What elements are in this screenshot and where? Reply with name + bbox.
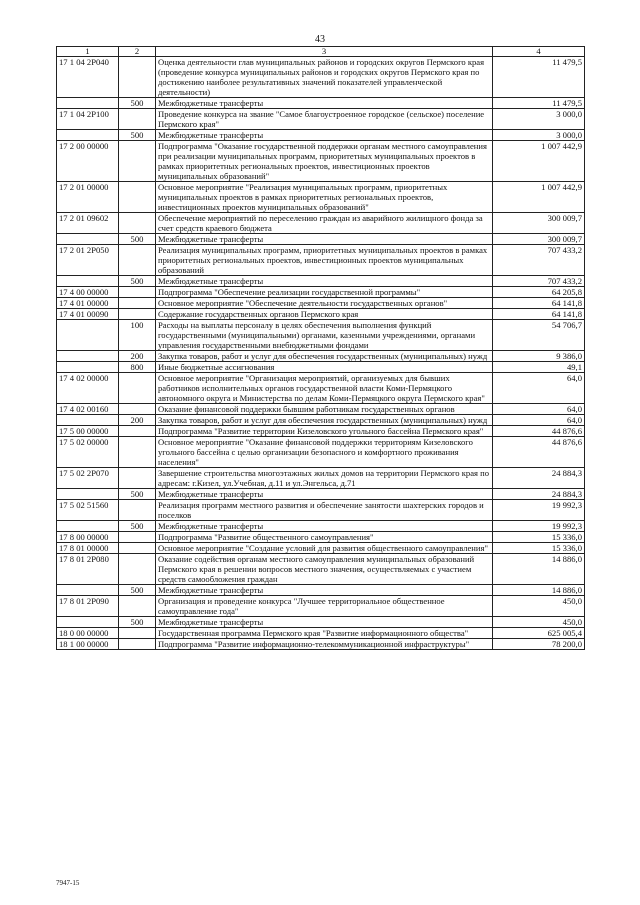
table-row [57, 628, 585, 639]
description-cell: Оказание финансовой поддержки бывшим работникам государственных органов [156, 404, 493, 415]
table-row [57, 287, 585, 298]
expense-type-cell: 800 [119, 362, 156, 373]
description-cell: Иные бюджетные ассигнования [156, 362, 493, 373]
amount-cell: 625 005,4 [493, 628, 585, 639]
amount-cell: 14 886,0 [493, 554, 585, 585]
table-row [57, 437, 585, 468]
description-cell: Подпрограмма "Развитие территории Кизеловского угольного бассейна Пермского края" [156, 426, 493, 437]
amount-cell: 64 141,8 [493, 309, 585, 320]
code-cell [57, 320, 119, 351]
amount-cell: 11 479,5 [493, 98, 585, 109]
page-number: 43 [315, 34, 325, 45]
table-header [57, 47, 585, 57]
expense-type-cell: 500 [119, 521, 156, 532]
expense-type-cell [119, 543, 156, 554]
code-cell: 17 2 01 09602 [57, 213, 119, 234]
amount-cell: 3 000,0 [493, 109, 585, 130]
code-cell [57, 617, 119, 628]
table-row [57, 109, 585, 130]
expense-type-cell [119, 404, 156, 415]
amount-cell: 49,1 [493, 362, 585, 373]
code-cell: 17 4 02 00160 [57, 404, 119, 415]
expense-type-cell [119, 628, 156, 639]
description-cell: Оказание содействия органам местного самоуправления муниципальных образований Пермского края в решении вопросов местного значения, осуществляемых с участием средств самообложения граждан [156, 554, 493, 585]
table-row [57, 309, 585, 320]
expense-type-cell [119, 532, 156, 543]
expense-type-cell [119, 468, 156, 489]
expense-type-cell [119, 437, 156, 468]
table-row [57, 213, 585, 234]
description-cell: Межбюджетные трансферты [156, 617, 493, 628]
code-cell: 17 1 04 2P040 [57, 57, 119, 98]
code-cell: 17 8 00 00000 [57, 532, 119, 543]
code-cell: 17 2 00 00000 [57, 141, 119, 182]
amount-cell: 64,0 [493, 373, 585, 404]
description-cell: Государственная программа Пермского края "Развитие информационного общества" [156, 628, 493, 639]
expense-type-cell: 200 [119, 415, 156, 426]
table-row [57, 521, 585, 532]
amount-cell: 78 200,0 [493, 639, 585, 650]
code-cell [57, 234, 119, 245]
description-cell: Межбюджетные трансферты [156, 585, 493, 596]
description-cell: Закупка товаров, работ и услуг для обеспечения государственных (муниципальных) нужд [156, 415, 493, 426]
amount-cell: 300 009,7 [493, 213, 585, 234]
description-cell: Межбюджетные трансферты [156, 489, 493, 500]
code-cell: 17 1 04 2P100 [57, 109, 119, 130]
expense-type-cell [119, 309, 156, 320]
table-row [57, 585, 585, 596]
expense-type-cell [119, 298, 156, 309]
description-cell: Подпрограмма "Развитие общественного самоуправления" [156, 532, 493, 543]
amount-cell: 707 433,2 [493, 276, 585, 287]
table-row [57, 141, 585, 182]
amount-cell: 450,0 [493, 617, 585, 628]
amount-cell: 1 007 442,9 [493, 182, 585, 213]
table-row [57, 298, 585, 309]
expense-type-cell: 500 [119, 234, 156, 245]
expense-type-cell [119, 245, 156, 276]
description-cell: Подпрограмма "Обеспечение реализации государственной программы" [156, 287, 493, 298]
description-cell: Межбюджетные трансферты [156, 98, 493, 109]
amount-cell: 19 992,3 [493, 500, 585, 521]
table-row [57, 320, 585, 351]
expense-type-cell [119, 596, 156, 617]
header-col-4: 4 [493, 47, 585, 57]
code-cell [57, 276, 119, 287]
expense-type-cell: 200 [119, 351, 156, 362]
table-row [57, 543, 585, 554]
code-cell [57, 415, 119, 426]
description-cell: Основное мероприятие "Оказание финансовой поддержки территориям Кизеловского угольного бассейна с целью организации безопасного и комфортного проживания населения" [156, 437, 493, 468]
expense-type-cell [119, 109, 156, 130]
description-cell: Реализация программ местного развития и обеспечение занятости шахтерских городов и поселков [156, 500, 493, 521]
description-cell: Закупка товаров, работ и услуг для обеспечения государственных (муниципальных) нужд [156, 351, 493, 362]
code-cell: 17 5 02 2P070 [57, 468, 119, 489]
table-row [57, 426, 585, 437]
code-cell: 17 4 02 00000 [57, 373, 119, 404]
amount-cell: 44 876,6 [493, 426, 585, 437]
table-row [57, 276, 585, 287]
amount-cell: 1 007 442,9 [493, 141, 585, 182]
description-cell: Межбюджетные трансферты [156, 234, 493, 245]
amount-cell: 44 876,6 [493, 437, 585, 468]
table-row [57, 362, 585, 373]
expense-type-cell: 500 [119, 617, 156, 628]
description-cell: Основное мероприятие "Реализация муниципальных программ, приоритетных муниципальных проектов в рамках приоритетных региональных проектов, инвестиционных проектов муниципальных образований" [156, 182, 493, 213]
amount-cell: 15 336,0 [493, 543, 585, 554]
expense-type-cell [119, 373, 156, 404]
expense-type-cell [119, 500, 156, 521]
code-cell: 17 5 02 00000 [57, 437, 119, 468]
code-cell: 18 0 00 00000 [57, 628, 119, 639]
expense-type-cell [119, 554, 156, 585]
amount-cell: 3 000,0 [493, 130, 585, 141]
table-row [57, 489, 585, 500]
expense-type-cell [119, 639, 156, 650]
expense-type-cell [119, 141, 156, 182]
amount-cell: 64 205,8 [493, 287, 585, 298]
description-cell: Оценка деятельности глав муниципальных районов и городских округов Пермского края (проведение конкурса муниципальных районов и городских округов Пермского края по достижению наиболее результативных значений показателей управленческой деятельности) [156, 57, 493, 98]
description-cell: Основное мероприятие "Организация мероприятий, организуемых для бывших работников исполнительных органов государственной власти Коми-Пермяцкого автономного округа и Министерства по делам Коми-Пермяцкого округа Пермского края" [156, 373, 493, 404]
code-cell: 17 5 02 51560 [57, 500, 119, 521]
table-row [57, 130, 585, 141]
amount-cell: 54 706,7 [493, 320, 585, 351]
expense-type-cell: 500 [119, 98, 156, 109]
table-row [57, 617, 585, 628]
amount-cell: 450,0 [493, 596, 585, 617]
amount-cell: 15 336,0 [493, 532, 585, 543]
header-col-1: 1 [57, 47, 119, 57]
amount-cell: 14 886,0 [493, 585, 585, 596]
table-row [57, 532, 585, 543]
footer-mark: 7947-15 [56, 879, 80, 887]
table-row [57, 554, 585, 585]
table-row [57, 639, 585, 650]
header-col-2: 2 [119, 47, 156, 57]
expense-type-cell: 500 [119, 585, 156, 596]
table-row [57, 234, 585, 245]
budget-table [56, 46, 585, 650]
description-cell: Межбюджетные трансферты [156, 130, 493, 141]
code-cell: 17 4 00 00000 [57, 287, 119, 298]
code-cell [57, 489, 119, 500]
table-body [57, 57, 585, 650]
code-cell: 17 8 01 00000 [57, 543, 119, 554]
table-row [57, 404, 585, 415]
expense-type-cell: 100 [119, 320, 156, 351]
expense-type-cell [119, 182, 156, 213]
expense-type-cell: 500 [119, 130, 156, 141]
description-cell: Организация и проведение конкурса "Лучшее территориальное общественное самоуправление года" [156, 596, 493, 617]
code-cell: 17 2 01 00000 [57, 182, 119, 213]
code-cell [57, 362, 119, 373]
amount-cell: 64,0 [493, 404, 585, 415]
amount-cell: 19 992,3 [493, 521, 585, 532]
code-cell [57, 98, 119, 109]
amount-cell: 24 884,3 [493, 489, 585, 500]
table-row [57, 500, 585, 521]
expense-type-cell: 500 [119, 276, 156, 287]
expense-type-cell [119, 213, 156, 234]
code-cell: 17 5 00 00000 [57, 426, 119, 437]
code-cell: 17 8 01 2P080 [57, 554, 119, 585]
table-row [57, 182, 585, 213]
description-cell: Подпрограмма "Развитие информационно-телекоммуникационной инфраструктуры" [156, 639, 493, 650]
code-cell [57, 585, 119, 596]
description-cell: Реализация муниципальных программ, приоритетных муниципальных проектов в рамках приоритетных региональных проектов, инвестиционных проектов муниципальных образований [156, 245, 493, 276]
table-row [57, 468, 585, 489]
amount-cell: 24 884,3 [493, 468, 585, 489]
table-row [57, 373, 585, 404]
code-cell [57, 130, 119, 141]
table-row [57, 596, 585, 617]
expense-type-cell [119, 287, 156, 298]
amount-cell: 9 386,0 [493, 351, 585, 362]
amount-cell: 11 479,5 [493, 57, 585, 98]
code-cell [57, 521, 119, 532]
header-col-3: 3 [156, 47, 493, 57]
table-row [57, 351, 585, 362]
amount-cell: 300 009,7 [493, 234, 585, 245]
description-cell: Расходы на выплаты персоналу в целях обеспечения выполнения функций государственными (муниципальными) органами, казенными учреждениями, органами управления государственными внебюджетными фондами [156, 320, 493, 351]
expense-type-cell [119, 57, 156, 98]
amount-cell: 64 141,8 [493, 298, 585, 309]
code-cell: 18 1 00 00000 [57, 639, 119, 650]
amount-cell: 64,0 [493, 415, 585, 426]
description-cell: Завершение строительства многоэтажных жилых домов на территории Пермского края по адресам: г.Кизел, ул.Учебная, д.11 и ул.Энгельса, д.71 [156, 468, 493, 489]
description-cell: Основное мероприятие "Создание условий для развития общественного самоуправления" [156, 543, 493, 554]
amount-cell: 707 433,2 [493, 245, 585, 276]
expense-type-cell: 500 [119, 489, 156, 500]
table-row [57, 245, 585, 276]
code-cell: 17 8 01 2P090 [57, 596, 119, 617]
description-cell: Основное мероприятие "Обеспечение деятельности государственных органов" [156, 298, 493, 309]
code-cell: 17 2 01 2P050 [57, 245, 119, 276]
table-row [57, 57, 585, 98]
description-cell: Проведение конкурса на звание "Самое благоустроенное городское (сельское) поселение Пермского края" [156, 109, 493, 130]
table-row [57, 98, 585, 109]
description-cell: Обеспечение мероприятий по переселению граждан из аварийного жилищного фонда за счет средств краевого бюджета [156, 213, 493, 234]
expense-type-cell [119, 426, 156, 437]
description-cell: Межбюджетные трансферты [156, 521, 493, 532]
description-cell: Подпрограмма "Оказание государственной поддержки органам местного самоуправления при реализации муниципальных программ, приоритетных муниципальных проектов в рамках приоритетных региональных проектов, инвестиционных проектов муниципальных образований" [156, 141, 493, 182]
description-cell: Межбюджетные трансферты [156, 276, 493, 287]
code-cell: 17 4 01 00000 [57, 298, 119, 309]
code-cell [57, 351, 119, 362]
description-cell: Содержание государственных органов Пермского края [156, 309, 493, 320]
code-cell: 17 4 01 00090 [57, 309, 119, 320]
table-row [57, 415, 585, 426]
